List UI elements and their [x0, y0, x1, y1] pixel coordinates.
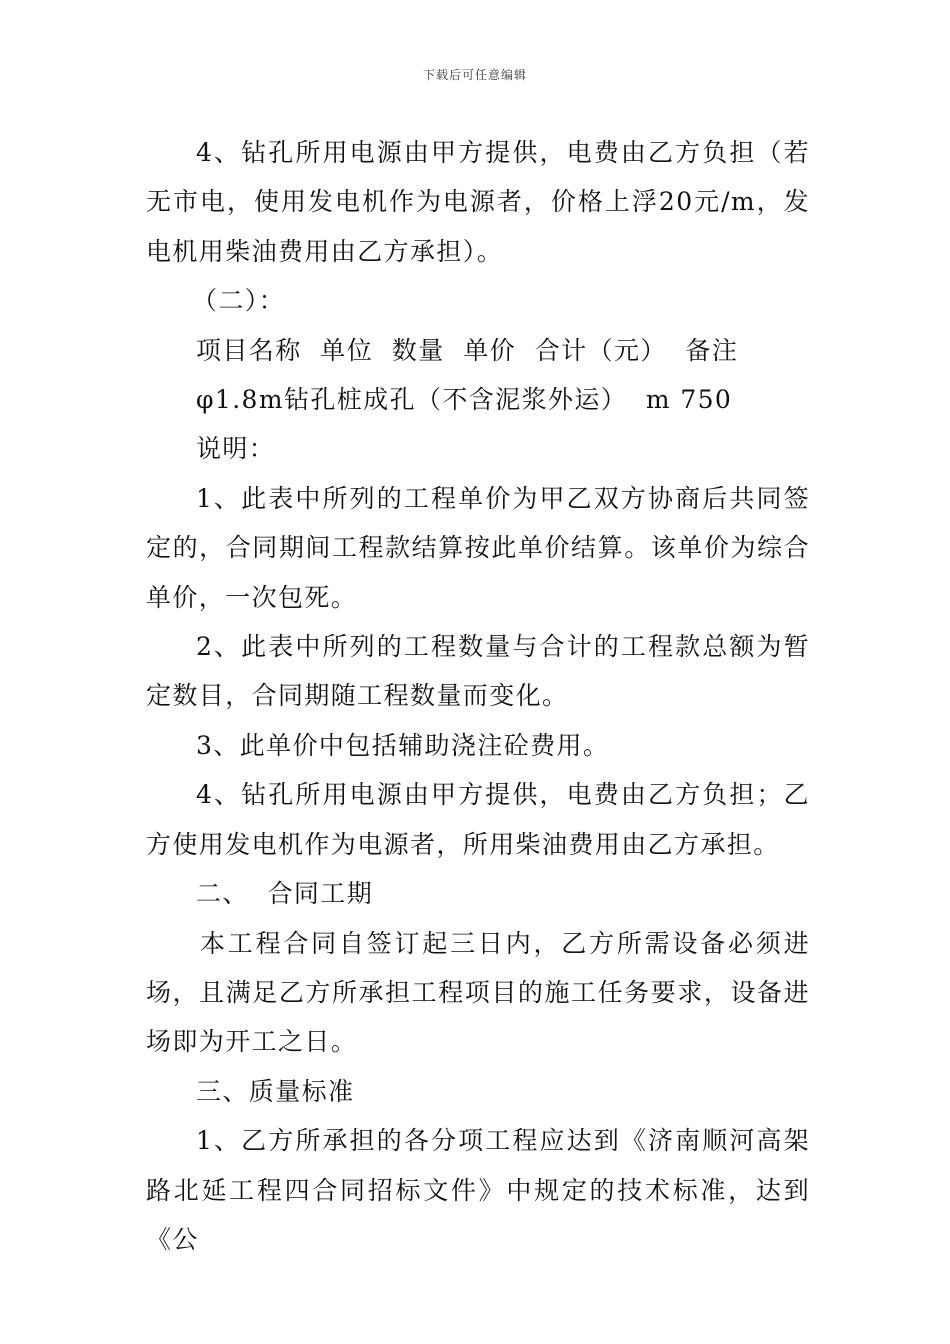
document-body: [146, 128, 810, 1264]
note-item-4: 4、钻孔所用电源由甲方提供，电费由乙方负担；乙方使用发电机作为电源者，所用柴油费用由乙方承担。: [146, 780, 810, 859]
notes-label: 说明：: [196, 434, 276, 464]
section-heading-two-paren: （二）：: [192, 286, 286, 316]
quality-standard-item-1: 1、乙方所承担的各分项工程应达到《济南顺河高架路北延工程四合同招标文件》中规定的技术标准，达到《公: [146, 1126, 810, 1254]
note-item-3: 3、此单价中包括辅助浇注砼费用。: [196, 730, 610, 760]
paragraph-power-supply-1: 4、钻孔所用电源由甲方提供，电费由乙方负担（若无市电，使用发电机作为电源者，价格上浮20元/m，发电机用柴油费用由乙方承担）。: [146, 138, 810, 266]
note-item-1: 1、此表中所列的工程单价为甲乙双方协商后共同签定的，合同期间工程款结算按此单价结算。该单价为综合单价，一次包死。: [146, 483, 810, 612]
section-heading-contract-period: 二、 合同工期: [196, 879, 374, 909]
page-header-note: 下载后可任意编辑: [422, 68, 527, 82]
section-heading-quality-standard: 三、质量标准: [196, 1076, 355, 1106]
table-header-row: 项目名称 单位 数量 单价 合计（元） 备注: [196, 335, 739, 365]
note-item-2: 2、此表中所列的工程数量与合计的工程款总额为暂定数目，合同期随工程数量而变化。: [146, 632, 810, 711]
table-data-row: φ1.8m钻孔桩成孔（不含泥浆外运） m 750: [196, 385, 733, 415]
contract-period-text: 本工程合同自签订起三日内，乙方所需设备必须进场，且满足乙方所承担工程项目的施工任务要求，设备进场即为开工之日。: [146, 928, 810, 1057]
